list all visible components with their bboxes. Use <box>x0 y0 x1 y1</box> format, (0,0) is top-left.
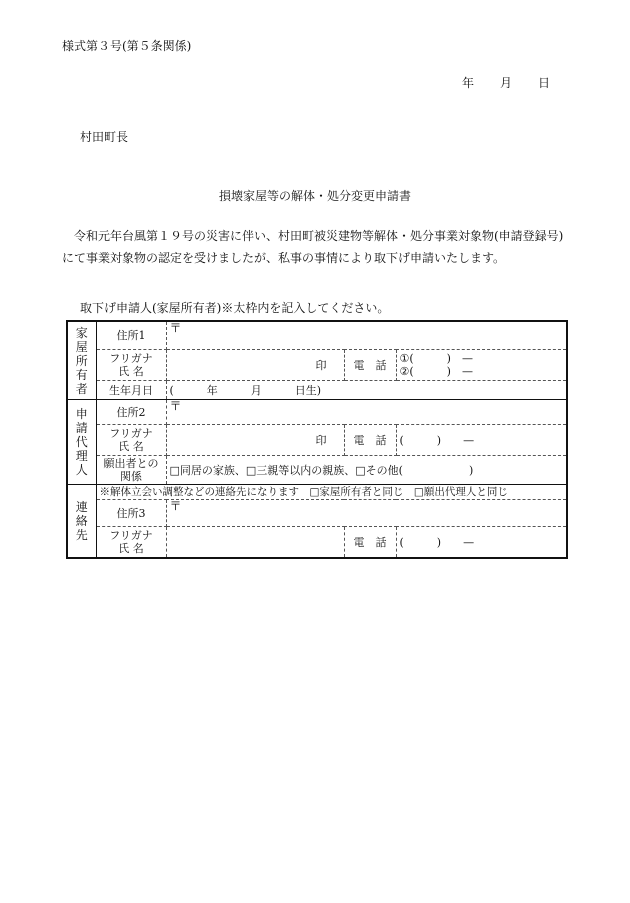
agent-name-field[interactable] <box>166 425 344 456</box>
agent-address-row <box>67 400 567 425</box>
contact-note[interactable]: ※解体立会い調整などの連絡先になります □家屋所有者と同じ □願出代理人と同じ <box>96 485 567 500</box>
contact-phone-label: 電 話 <box>344 527 396 559</box>
relation-options[interactable]: □同居の家族、□三親等以内の親族、□その他( ) <box>166 456 567 485</box>
relation-label: 願出者との関係 <box>96 456 166 485</box>
agent-name-label: フリガナ 氏 名 <box>96 425 166 456</box>
contact-address-field[interactable] <box>166 500 567 527</box>
date-month: 月 <box>500 76 513 90</box>
date-line <box>462 74 550 91</box>
contact-note-row <box>67 485 567 500</box>
table-caption: 取下げ申請人(家屋所有者)※太枠内を記入してください。 <box>80 301 390 315</box>
owner-name-field[interactable] <box>166 350 344 381</box>
seal-mark: 印 <box>315 358 327 372</box>
owner-name-label: フリガナ 氏 名 <box>96 350 166 381</box>
date-day: 日 <box>538 76 551 90</box>
agent-phone-label: 電 話 <box>344 425 396 456</box>
agent-name-row <box>67 425 567 456</box>
form-number: 様式第３号(第５条関係) <box>62 39 192 53</box>
agent-address-label: 住所2 <box>96 400 166 425</box>
contact-address-row <box>67 500 567 527</box>
birthdate-field[interactable]: ( 年 月 日生) <box>166 381 567 400</box>
section-contact: 連絡先 <box>67 485 96 559</box>
body-paragraph: 令和元年台風第１９号の災害に伴い、村田町被災建物等解体・処分事業対象物(申請登録号)にて事業対象物の認定を受けましたが、私事の事情により取下げ申請いたします。 <box>62 229 564 265</box>
contact-phone-field[interactable]: ( ) — <box>396 527 567 559</box>
section-owner: 家屋所有者 <box>67 321 96 400</box>
application-form-table <box>66 320 568 559</box>
contact-name-row <box>67 527 567 559</box>
date-year: 年 <box>462 76 475 90</box>
owner-address-label: 住所1 <box>96 321 166 350</box>
contact-name-label: フリガナ 氏 名 <box>96 527 166 559</box>
agent-relation-row <box>67 456 567 485</box>
recipient: 村田町長 <box>80 130 129 144</box>
owner-phone-label: 電 話 <box>344 350 396 381</box>
zip-mark: 〒 <box>169 499 182 513</box>
owner-address-field[interactable] <box>166 321 567 350</box>
owner-address-row <box>67 321 567 350</box>
owner-name-row <box>67 350 567 381</box>
owner-phone-field[interactable] <box>396 350 567 381</box>
document-title: 損壊家屋等の解体・処分変更申請書 <box>218 189 411 203</box>
agent-phone-field[interactable]: ( ) — <box>396 425 567 456</box>
seal-mark: 印 <box>315 433 327 447</box>
agent-address-field[interactable] <box>166 400 567 425</box>
owner-phone-2: ②( ) — <box>399 365 473 378</box>
owner-birth-row <box>67 381 567 400</box>
contact-address-label: 住所3 <box>96 500 166 527</box>
birthdate-label: 生年月日 <box>96 381 166 400</box>
section-agent: 申請代理人 <box>67 400 96 485</box>
zip-mark: 〒 <box>169 321 182 335</box>
zip-mark: 〒 <box>169 399 182 413</box>
owner-phone-1: ①( ) — <box>399 352 473 365</box>
contact-name-field[interactable] <box>166 527 344 559</box>
